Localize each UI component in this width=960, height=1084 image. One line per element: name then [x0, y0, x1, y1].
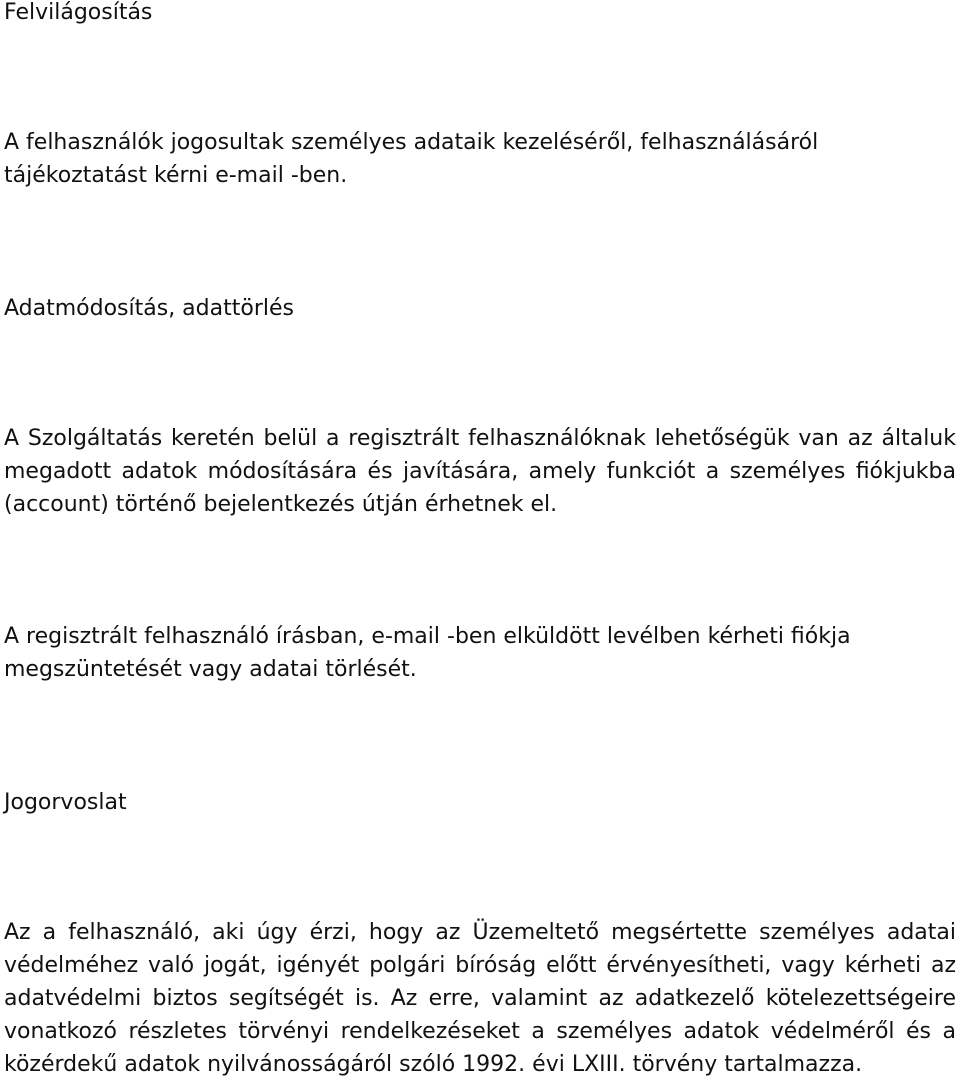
paragraph-delete: A regisztrált felhasználó írásban, e-mail -ben elküldött levélben kérheti fiókja megszüntetését vagy adatai törlését.: [4, 624, 851, 682]
heading-remedy: Jogorvoslat: [4, 790, 127, 815]
paragraph-info: A felhasználók jogosultak személyes adataik kezeléséről, felhasználásáról tájékoztatást kérni e-mail -ben.: [4, 130, 819, 188]
paragraph-modify: A Szolgáltatás keretén belül a regisztrált felhasználóknak lehetőségük van az általuk megadott adatok módosítására és javítására, amely funkciót a személyes fiókjukba (account) történő bejelentkezés útján érhetnek el.: [4, 426, 956, 517]
heading-info: Felvilágosítás: [4, 0, 153, 25]
paragraph-remedy: Az a felhasználó, aki úgy érzi, hogy az Üzemeltető megsértette személyes adatai védelméhez való jogát, igényét polgári bíróság előtt érvényesítheti, vagy kérheti az adatvédelmi biztos segítségét is. Az erre, valamint az adatkezelő kötelezettségeire vonatkozó részletes törvényi rendelkezéseket a személyes adatok védelméről és a közérdekű adatok nyilvánosságáról szóló 1992. évi LXIII. törvény tartalmazza.: [4, 920, 956, 1077]
heading-modify: Adatmódosítás, adattörlés: [4, 296, 294, 321]
